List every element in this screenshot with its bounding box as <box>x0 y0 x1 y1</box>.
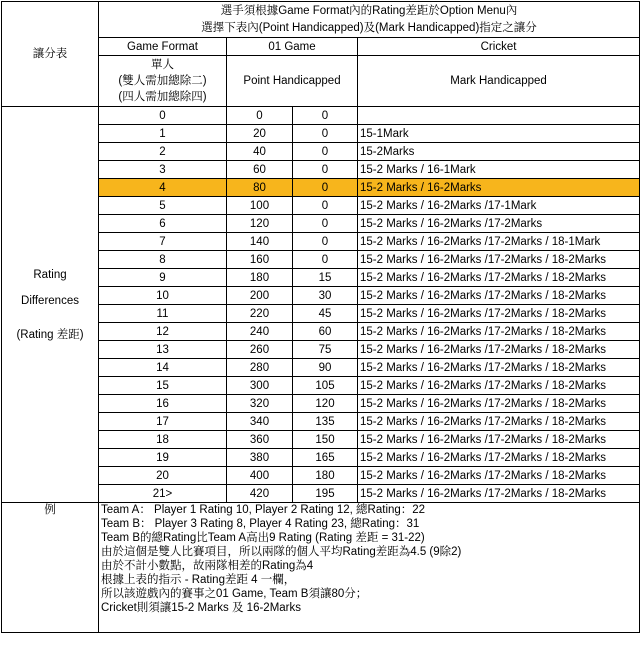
example-label: 例 <box>2 503 99 633</box>
point-handicap-cricket-cell: 195 <box>293 485 358 503</box>
mark-handicap-cell: 15-1Mark <box>358 125 640 143</box>
mark-handicap-cell: 15-2 Marks / 16-2Marks /17-2Marks / 18-2Marks <box>358 377 640 395</box>
point-handicap-cricket-cell: 165 <box>293 449 358 467</box>
rating-diff-cell: 15 <box>99 377 227 395</box>
rating-diff-cell: 6 <box>99 215 227 233</box>
rating-diff-cell: 17 <box>99 413 227 431</box>
point-handicapped-header: Point Handicapped <box>227 56 358 107</box>
mark-handicap-cell: 15-2 Marks / 16-2Marks /17-2Marks / 18-2Marks <box>358 467 640 485</box>
table-row <box>2 107 640 125</box>
mark-handicap-cell: 15-2 Marks / 16-2Marks /17-2Marks <box>358 215 640 233</box>
mark-handicap-cell: 15-2 Marks / 16-2Marks /17-1Mark <box>358 197 640 215</box>
point-handicap-cricket-cell: 0 <box>293 197 358 215</box>
rating-differences-label <box>2 107 99 503</box>
rating-diff-cell: 21> <box>99 485 227 503</box>
rating-diff-cell: 19 <box>99 449 227 467</box>
example-line: 所以該遊戲內的賽事之01 Game, Team B須讓80分； <box>101 588 368 600</box>
example-line: Team A： Player 1 Rating 10, Player 2 Rating 12, 總Rating：22 <box>101 504 426 516</box>
mode-line-1: 單人 <box>151 59 174 71</box>
mark-handicap-cell: 15-2Marks <box>358 143 640 161</box>
rating-diff-cell: 12 <box>99 323 227 341</box>
example-line: Team B的總Rating比Team A高出9 Rating (Rating 差距 = 31-22) <box>101 532 425 544</box>
point-handicap-01-cell: 200 <box>227 287 293 305</box>
rating-diff-cell: 8 <box>99 251 227 269</box>
rating-diff-cell: 10 <box>99 287 227 305</box>
mark-handicap-cell: 15-2 Marks / 16-2Marks /17-2Marks / 18-2Marks <box>358 359 640 377</box>
example-line: Cricket則須讓15-2 Marks 及 16-2Marks <box>101 602 302 614</box>
rating-diff-cell: 14 <box>99 359 227 377</box>
example-line: Team B： Player 3 Rating 8, Player 4 Rating 23, 總Rating：31 <box>101 518 420 530</box>
point-handicap-cricket-cell: 180 <box>293 467 358 485</box>
point-handicap-cricket-cell: 0 <box>293 251 358 269</box>
mark-handicap-cell: 15-2 Marks / 16-2Marks /17-2Marks / 18-2Marks <box>358 485 640 503</box>
rating-diff-cell: 13 <box>99 341 227 359</box>
point-handicap-01-cell: 280 <box>227 359 293 377</box>
mark-handicap-cell: 15-2 Marks / 16-2Marks /17-2Marks / 18-1Mark <box>358 233 640 251</box>
mark-handicap-cell: 15-2 Marks / 16-2Marks /17-2Marks / 18-2Marks <box>358 395 640 413</box>
point-handicap-cricket-cell: 0 <box>293 233 358 251</box>
point-handicap-cricket-cell: 0 <box>293 179 358 197</box>
rating-diff-cell: 9 <box>99 269 227 287</box>
point-handicap-01-cell: 360 <box>227 431 293 449</box>
point-handicap-cricket-cell: 135 <box>293 413 358 431</box>
rating-diff-cell: 11 <box>99 305 227 323</box>
point-handicap-01-cell: 140 <box>227 233 293 251</box>
example-text <box>99 503 640 633</box>
point-handicap-01-cell: 60 <box>227 161 293 179</box>
mark-handicap-cell: 15-2 Marks / 16-2Marks /17-2Marks / 18-2Marks <box>358 269 640 287</box>
point-handicap-cricket-cell: 60 <box>293 323 358 341</box>
rating-diff-cell: 5 <box>99 197 227 215</box>
point-handicap-01-cell: 220 <box>227 305 293 323</box>
col-cricket: Cricket <box>358 38 640 56</box>
mark-handicap-cell: 15-2 Marks / 16-2Marks /17-2Marks / 18-2Marks <box>358 449 640 467</box>
rating-diff-cell: 3 <box>99 161 227 179</box>
point-handicap-cricket-cell: 0 <box>293 161 358 179</box>
mark-handicap-cell <box>358 107 640 125</box>
point-handicap-cricket-cell: 75 <box>293 341 358 359</box>
point-handicap-cricket-cell: 0 <box>293 143 358 161</box>
col-01-game: 01 Game <box>227 38 358 56</box>
point-handicap-cricket-cell: 0 <box>293 215 358 233</box>
point-handicap-01-cell: 0 <box>227 107 293 125</box>
point-handicap-01-cell: 160 <box>227 251 293 269</box>
point-handicap-cricket-cell: 120 <box>293 395 358 413</box>
mode-line-3: (四人需加總除四) <box>118 91 207 103</box>
rating-label-line: (Rating 差距) <box>16 328 84 341</box>
example-line: 根據上表的指示 - Rating差距 4 一欄， <box>101 574 296 586</box>
spacer <box>4 314 96 322</box>
point-handicap-01-cell: 380 <box>227 449 293 467</box>
rating-label-line: Differences <box>21 294 79 307</box>
point-handicap-cricket-cell: 0 <box>293 125 358 143</box>
rating-diff-cell: 1 <box>99 125 227 143</box>
rating-diff-cell: 0 <box>99 107 227 125</box>
mark-handicap-cell: 15-2 Marks / 16-2Marks /17-2Marks / 18-2Marks <box>358 305 640 323</box>
rating-label-line: Rating <box>33 268 67 281</box>
rating-diff-cell: 20 <box>99 467 227 485</box>
point-handicap-cricket-cell: 15 <box>293 269 358 287</box>
point-handicap-cricket-cell: 90 <box>293 359 358 377</box>
player-mode-cell <box>99 56 227 107</box>
point-handicap-01-cell: 260 <box>227 341 293 359</box>
mark-handicap-cell: 15-2 Marks / 16-2Marks /17-2Marks / 18-2Marks <box>358 431 640 449</box>
point-handicap-cricket-cell: 45 <box>293 305 358 323</box>
col-game-format: Game Format <box>99 38 227 56</box>
mark-handicap-cell: 15-2 Marks / 16-2Marks /17-2Marks / 18-2Marks <box>358 287 640 305</box>
point-handicap-01-cell: 420 <box>227 485 293 503</box>
mark-handicap-cell: 15-2 Marks / 16-2Marks /17-2Marks / 18-2Marks <box>358 323 640 341</box>
point-handicap-01-cell: 240 <box>227 323 293 341</box>
point-handicap-01-cell: 400 <box>227 467 293 485</box>
table-title <box>99 2 640 38</box>
point-handicap-01-cell: 80 <box>227 179 293 197</box>
point-handicap-01-cell: 40 <box>227 143 293 161</box>
rating-diff-cell: 2 <box>99 143 227 161</box>
point-handicap-cricket-cell: 0 <box>293 107 358 125</box>
title-line-1: 選手須根據Game Format內的Rating差距於Option Menu內 <box>220 4 518 17</box>
point-handicap-01-cell: 320 <box>227 395 293 413</box>
rating-diff-cell: 4 <box>99 179 227 197</box>
rating-diff-cell: 18 <box>99 431 227 449</box>
mark-handicapped-header: Mark Handicapped <box>358 56 640 107</box>
mark-handicap-cell: 15-2 Marks / 16-2Marks /17-2Marks / 18-2Marks <box>358 413 640 431</box>
handicap-table <box>1 1 640 633</box>
point-handicap-01-cell: 20 <box>227 125 293 143</box>
rating-diff-cell: 7 <box>99 233 227 251</box>
mode-line-2: (雙人需加總除二) <box>118 75 207 87</box>
point-handicap-cricket-cell: 105 <box>293 377 358 395</box>
corner-label: 讓分表 <box>2 2 99 107</box>
mark-handicap-cell: 15-2 Marks / 16-2Marks /17-2Marks / 18-2Marks <box>358 251 640 269</box>
title-line-2: 選擇下表內(Point Handicapped)及(Mark Handicapped)指定之讓分 <box>201 21 537 34</box>
point-handicap-cricket-cell: 150 <box>293 431 358 449</box>
example-line: 由於這個是雙人比賽項目，所以兩隊的個人平均Rating差距為4.5 (9除2) <box>101 546 462 558</box>
mark-handicap-cell: 15-2 Marks / 16-2Marks <box>358 179 640 197</box>
mark-handicap-cell: 15-2 Marks / 16-2Marks /17-2Marks / 18-2Marks <box>358 341 640 359</box>
rating-diff-cell: 16 <box>99 395 227 413</box>
point-handicap-01-cell: 300 <box>227 377 293 395</box>
example-line: 由於不計小數點，故兩隊相差的Rating為4 <box>101 560 314 572</box>
point-handicap-01-cell: 120 <box>227 215 293 233</box>
mark-handicap-cell: 15-2 Marks / 16-1Mark <box>358 161 640 179</box>
point-handicap-01-cell: 100 <box>227 197 293 215</box>
point-handicap-01-cell: 340 <box>227 413 293 431</box>
point-handicap-01-cell: 180 <box>227 269 293 287</box>
point-handicap-cricket-cell: 30 <box>293 287 358 305</box>
